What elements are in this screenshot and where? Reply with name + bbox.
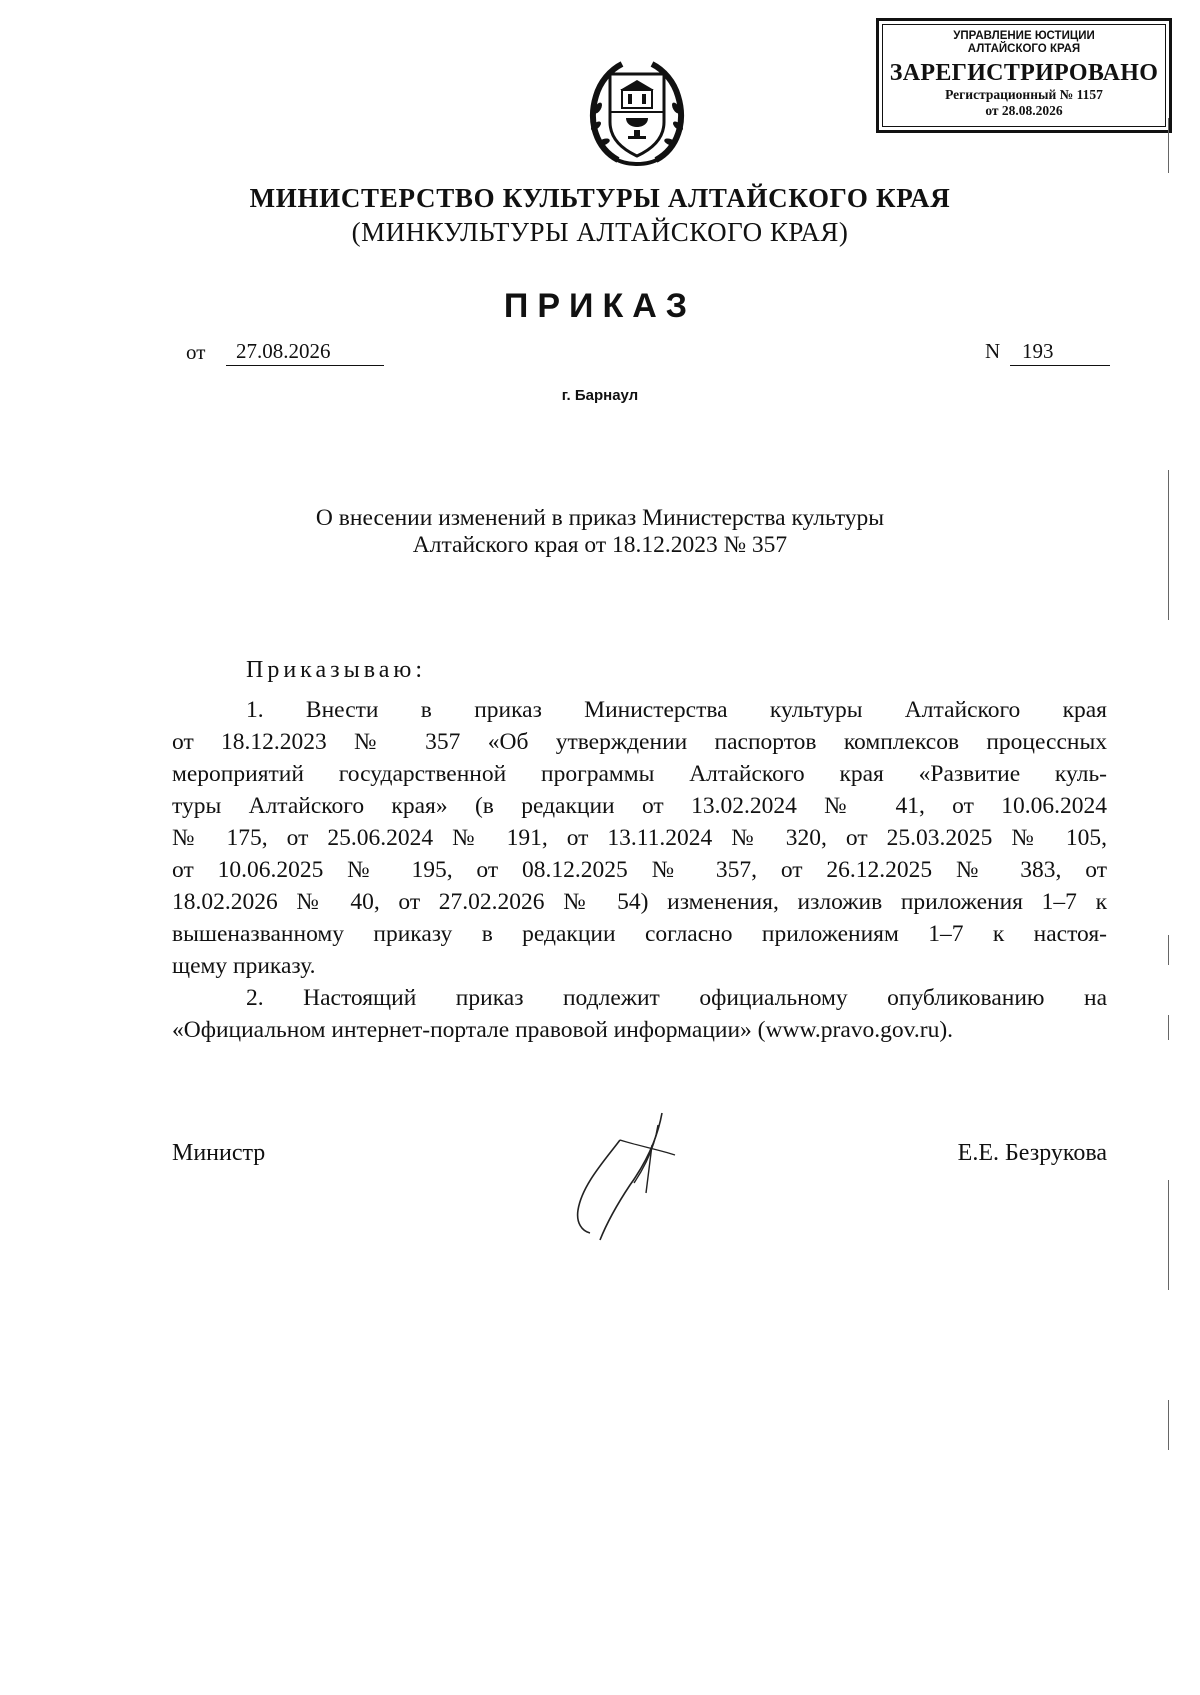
- signatory-title: Министр: [172, 1140, 266, 1166]
- paragraph-2-line: 2. Настоящий приказ подлежит официальному опубликованию на: [246, 985, 1107, 1011]
- stamp-inner-frame: [882, 24, 1166, 127]
- paragraph-1-line: 1. Внести в приказ Министерства культуры Алтайского края: [246, 697, 1107, 723]
- ministry-short-name: (МИНКУЛЬТУРЫ АЛТАЙСКОГО КРАЯ): [351, 217, 849, 247]
- document-type-title: ПРИКАЗ: [503, 287, 697, 325]
- paragraph-1-line: мероприятий государственной программы Алтайского края «Развитие куль-: [172, 761, 1107, 787]
- ordering-heading: Приказываю:: [246, 657, 426, 683]
- city: г. Барнаул: [561, 387, 639, 404]
- paragraph-1-line: от 18.12.2023 № 357 «Об утверждении паспортов комплексов процессных: [172, 729, 1107, 755]
- paragraph-1-line: от 10.06.2025 № 195, от 08.12.2025 № 357, от 26.12.2025 № 383, от: [172, 857, 1107, 883]
- date-label: от: [186, 340, 206, 364]
- scan-artifact: [1168, 118, 1169, 173]
- paragraph-1-line: № 175, от 25.06.2024 № 191, от 13.11.2024 № 320, от 25.03.2025 № 105,: [172, 825, 1107, 851]
- ministry-name: МИНИСТЕРСТВО КУЛЬТУРЫ АЛТАЙСКОГО КРАЯ: [249, 183, 951, 213]
- stamp-org-line2: АЛТАЙСКОГО КРАЯ: [967, 43, 1081, 55]
- paragraph-1-line: вышеназванному приказу в редакции согласно приложениям 1–7 к настоя-: [172, 921, 1107, 947]
- signatory-name: Е.Е. Безрукова: [957, 1140, 1107, 1166]
- paragraph-1-line: туры Алтайского края» (в редакции от 13.02.2024 № 41, от 10.06.2024: [172, 793, 1107, 819]
- order-subject: [0, 505, 1200, 559]
- handwritten-signature: [560, 1105, 690, 1250]
- scan-artifact: [1168, 1180, 1169, 1290]
- registration-stamp: [876, 18, 1172, 133]
- paragraph-2-line: «Официальном интернет-портале правовой информации» (www.pravo.gov.ru).: [172, 1017, 954, 1043]
- order-number: 193: [1010, 337, 1110, 366]
- scan-artifact: [1168, 935, 1169, 965]
- stamp-org: [883, 30, 1165, 56]
- stamp-org-line1: УПРАВЛЕНИЕ ЮСТИЦИИ: [953, 30, 1095, 42]
- scan-artifact: [1168, 1400, 1169, 1450]
- paragraph-1-line: 18.02.2026 № 40, от 27.02.2026 № 54) изменения, изложив приложения 1–7 к: [172, 889, 1107, 915]
- subject-line-2: Алтайского края от 18.12.2023 № 357: [412, 532, 788, 558]
- stamp-reg-number: Регистрационный № 1157: [945, 87, 1103, 102]
- paragraph-1-line: щему приказу.: [172, 953, 316, 979]
- subject-line-1: О внесении изменений в приказ Министерства культуры: [315, 505, 885, 531]
- stamp-reg-date: от 28.08.2026: [985, 103, 1063, 118]
- coat-of-arms-icon: [566, 52, 708, 172]
- order-date: 27.08.2026: [226, 337, 384, 366]
- stamp-status: ЗАРЕГИСТРИРОВАНО: [889, 60, 1159, 86]
- scan-artifact: [1168, 470, 1169, 620]
- scan-artifact: [1168, 1015, 1169, 1040]
- number-label: N: [985, 339, 1001, 363]
